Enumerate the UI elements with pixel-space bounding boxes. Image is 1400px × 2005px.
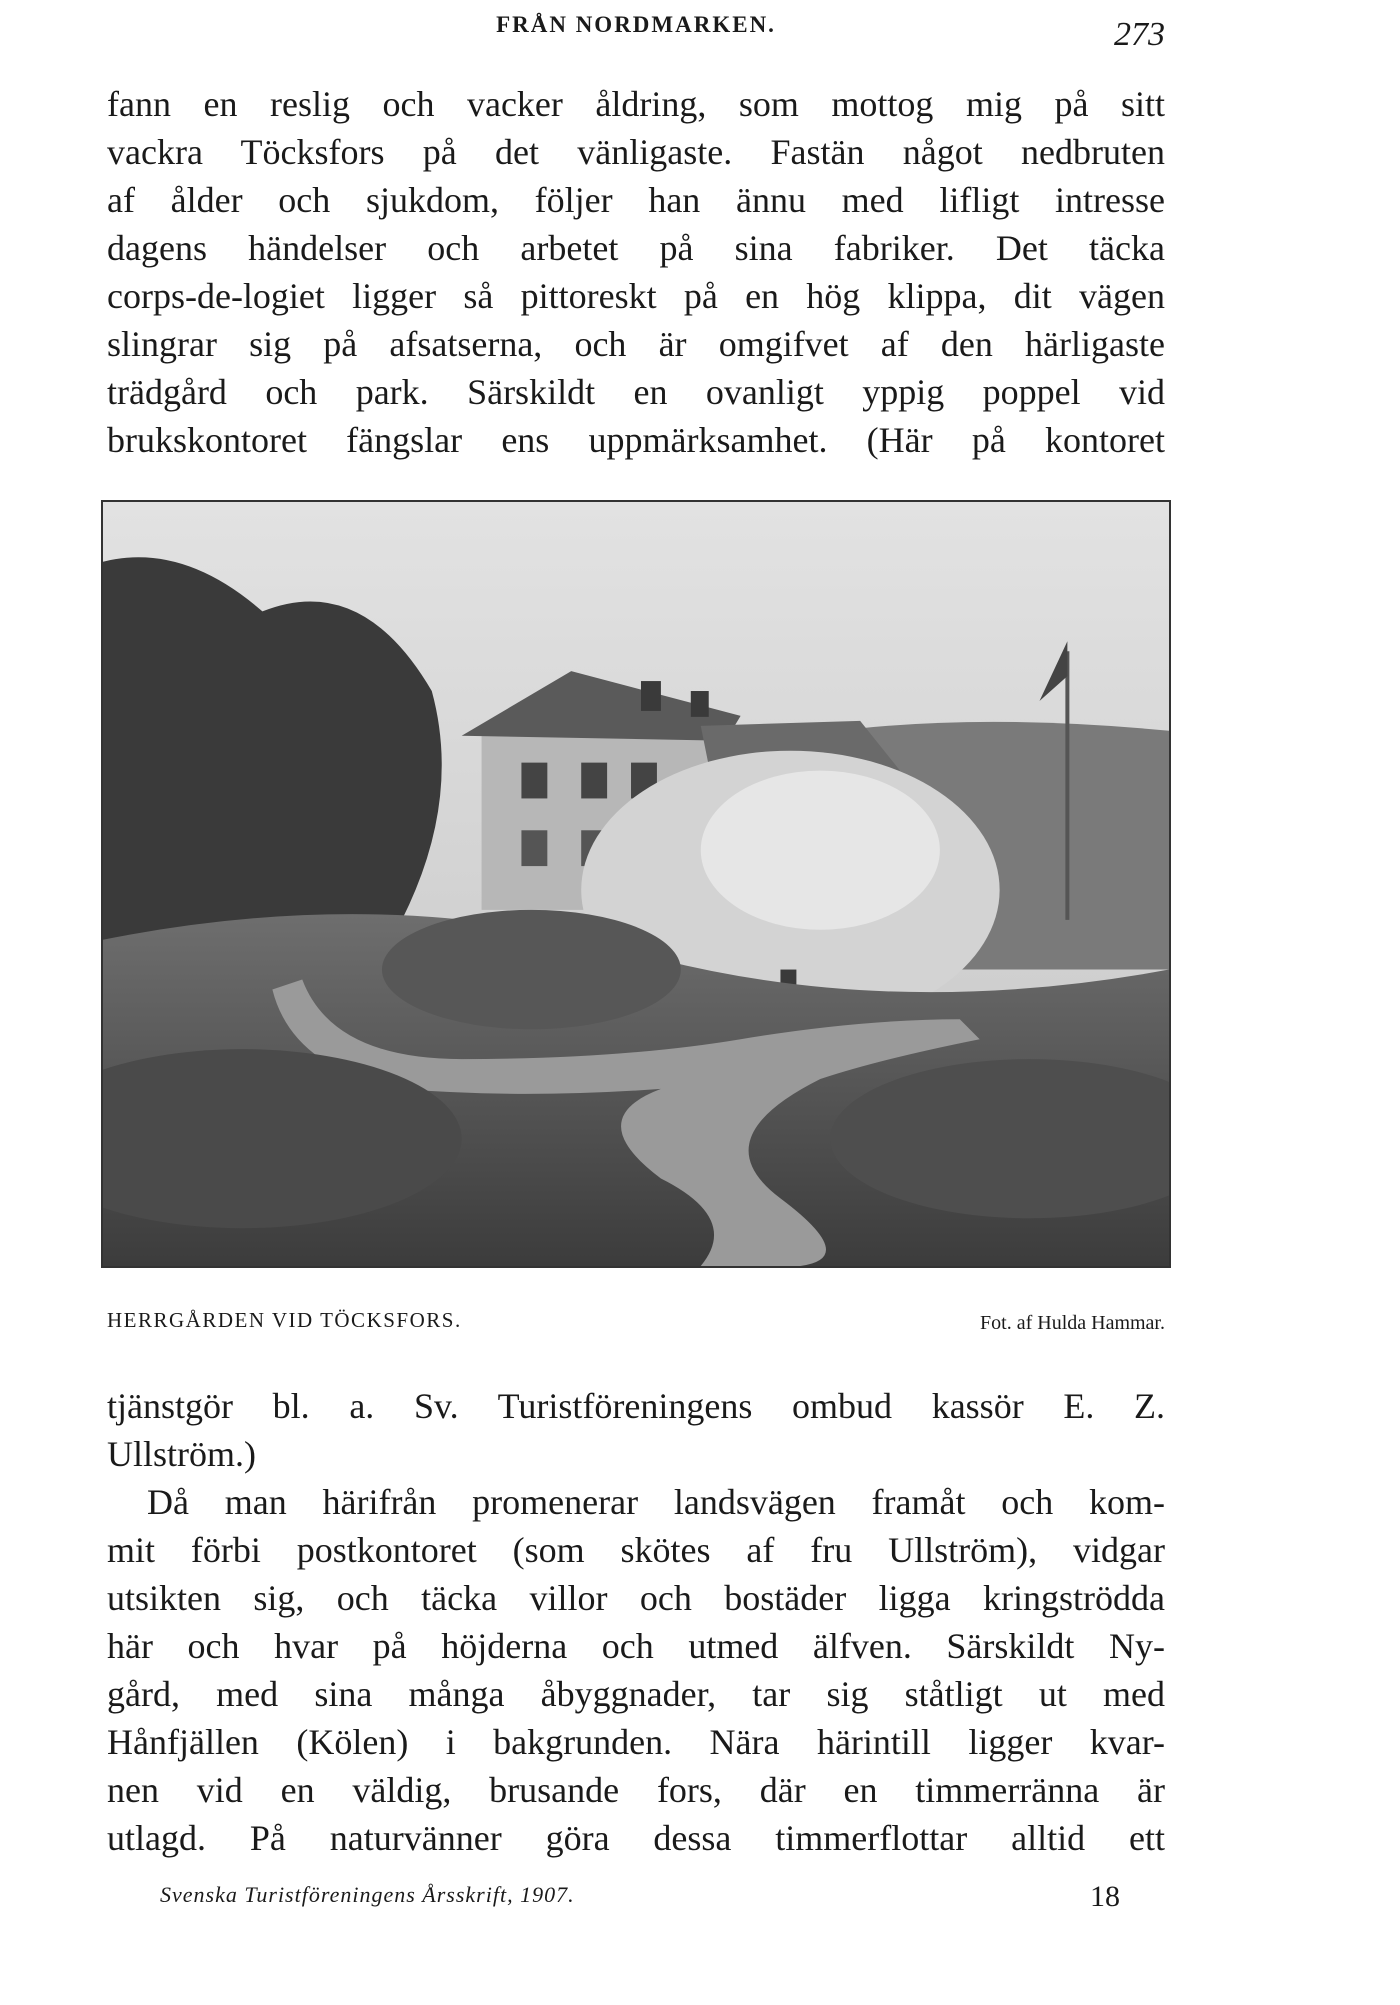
text-line: gård, med sina många åbyggnader, tar sig ståtligt ut med: [107, 1674, 1165, 1714]
body-paragraph-top: [107, 80, 1165, 464]
text-line: fann en reslig och vacker åldring, som mottog mig på sitt: [107, 84, 1165, 124]
text-line: brukskontoret fängslar ens uppmärksamhet. (Här på kontoret: [107, 420, 1165, 460]
text-line: af ålder och sjukdom, följer han ännu med lifligt intresse: [107, 180, 1165, 220]
running-head: [107, 12, 1165, 52]
text-line: Ullström.): [107, 1434, 256, 1474]
manor-photograph: [101, 500, 1171, 1268]
text-line: corps-de-logiet ligger så pittoreskt på en hög klippa, dit vägen: [107, 276, 1165, 316]
page-number: 273: [1114, 16, 1165, 53]
photo-illustration: [103, 502, 1169, 1266]
text-line: Då man härifrån promenerar landsvägen framåt och kom-: [147, 1482, 1165, 1522]
signature-mark: 18: [1090, 1880, 1120, 1913]
running-title: FRÅN NORDMARKEN.: [496, 12, 776, 37]
text-line: nen vid en väldig, brusande fors, där en timmerränna är: [107, 1770, 1165, 1810]
text-line: vackra Töcksfors på det vänligaste. Fastän något nedbruten: [107, 132, 1165, 172]
photo-credit: Fot. af Hulda Hammar.: [980, 1312, 1165, 1334]
body-paragraph-bottom: [107, 1382, 1165, 1862]
text-line: mit förbi postkontoret (som skötes af fru Ullström), vidgar: [107, 1530, 1165, 1570]
text-line: trädgård och park. Särskildt en ovanligt yppig poppel vid: [107, 372, 1165, 412]
text-line: Hånfjällen (Kölen) i bakgrunden. Nära härintill ligger kvar-: [107, 1722, 1165, 1762]
text-line: utlagd. På naturvänner göra dessa timmerflottar alltid ett: [107, 1818, 1165, 1858]
text-line: slingrar sig på afsatserna, och är omgifvet af den härligaste: [107, 324, 1165, 364]
text-line: utsikten sig, och täcka villor och bostäder ligga kringströdda: [107, 1578, 1165, 1618]
shrubbery-center: [382, 910, 681, 1029]
blossom-highlight: [701, 771, 940, 930]
text-line: dagens händelser och arbetet på sina fabriker. Det täcka: [107, 228, 1165, 268]
photo-caption: [107, 1308, 1165, 1338]
text-line: tjänstgör bl. a. Sv. Turistföreningens ombud kassör E. Z.: [107, 1386, 1165, 1426]
text-line: här och hvar på höjderna och utmed älfven. Särskildt Ny-: [107, 1626, 1165, 1666]
caption-title: HERRGÅRDEN VID TÖCKSFORS.: [107, 1308, 462, 1332]
publication-title: Svenska Turistföreningens Årsskrift, 1907.: [160, 1882, 575, 1907]
page-footer: [160, 1880, 1120, 1920]
